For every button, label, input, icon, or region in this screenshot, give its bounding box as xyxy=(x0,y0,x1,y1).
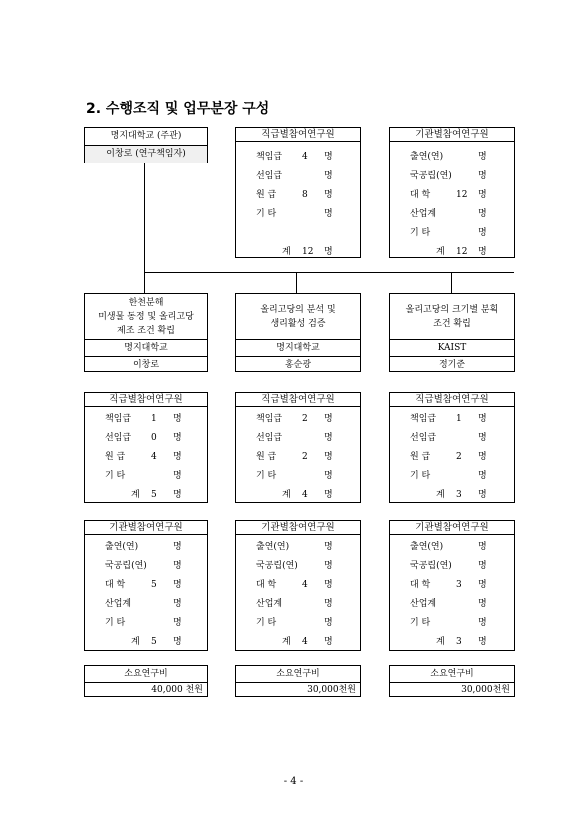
task-description xyxy=(390,294,514,340)
count-number: 1 xyxy=(151,414,157,424)
connector-vertical-2 xyxy=(296,272,297,293)
count-label: 선임급 xyxy=(105,433,132,443)
count-row xyxy=(390,595,514,614)
count-label: 선임급 xyxy=(256,171,283,181)
count-unit: 명 xyxy=(478,542,487,552)
count-number: 2 xyxy=(456,452,462,462)
task-person: 홍순광 xyxy=(284,360,312,370)
count-unit: 명 xyxy=(173,599,182,609)
count-unit: 명 xyxy=(324,618,333,628)
count-unit: 명 xyxy=(324,190,333,200)
cost-box xyxy=(235,665,361,697)
count-row xyxy=(236,467,360,486)
count-unit: 명 xyxy=(173,618,182,628)
count-row xyxy=(390,538,514,557)
count-row xyxy=(236,486,360,505)
task-org: 명지대학교 xyxy=(236,340,360,357)
count-unit: 명 xyxy=(478,152,487,162)
count-row xyxy=(390,633,514,652)
count-unit: 명 xyxy=(173,433,182,443)
count-row xyxy=(236,167,360,186)
task-box xyxy=(235,293,361,372)
grade-box xyxy=(235,392,361,503)
count-number: 4 xyxy=(302,490,308,500)
main-org-name: 명지대학교 (주관) xyxy=(85,128,207,146)
count-row xyxy=(85,486,207,505)
inst-header: 기관별참여연구원 xyxy=(236,521,360,535)
count-row xyxy=(236,148,360,167)
count-row xyxy=(390,224,514,243)
count-row xyxy=(390,167,514,186)
page-number: - 4 - xyxy=(283,776,304,787)
count-row xyxy=(390,410,514,429)
count-unit: 명 xyxy=(324,637,333,647)
count-label: 계 xyxy=(282,490,291,500)
inst-rows xyxy=(390,535,514,652)
count-unit: 명 xyxy=(478,561,487,571)
task-description xyxy=(85,294,207,340)
inst-rows xyxy=(236,535,360,652)
cost-value: 30,000천원 xyxy=(461,685,510,695)
task-line: 올리고당의 분석 및 xyxy=(260,304,336,315)
count-row xyxy=(236,538,360,557)
task-person: 정기준 xyxy=(438,360,466,370)
count-label: 책임급 xyxy=(105,414,132,424)
count-label: 대 학 xyxy=(410,190,431,200)
task-box xyxy=(389,293,515,372)
task-org: 명지대학교 xyxy=(85,340,207,357)
count-row xyxy=(85,595,207,614)
count-number: 2 xyxy=(302,452,308,462)
count-label: 원 급 xyxy=(410,452,431,462)
count-row xyxy=(236,243,360,262)
count-label: 기 타 xyxy=(105,471,126,481)
count-label: 기 타 xyxy=(256,209,277,219)
count-label: 기 타 xyxy=(105,618,126,628)
count-label: 산업계 xyxy=(410,209,437,219)
count-row xyxy=(390,486,514,505)
count-label: 대 학 xyxy=(256,580,277,590)
task-line: 조건 확립 xyxy=(433,318,471,329)
count-unit: 명 xyxy=(173,452,182,462)
total-inst-box xyxy=(389,127,515,258)
count-label: 책임급 xyxy=(256,152,283,162)
count-number: 5 xyxy=(151,580,157,590)
task-person: 이창로 xyxy=(132,360,160,370)
count-label: 계 xyxy=(436,490,445,500)
cost-label: 소요연구비 xyxy=(85,666,207,683)
count-label: 선임급 xyxy=(410,433,437,443)
connector-vertical-3 xyxy=(451,272,452,293)
count-unit: 명 xyxy=(478,209,487,219)
count-row xyxy=(236,410,360,429)
task-box xyxy=(84,293,208,372)
count-row xyxy=(236,205,360,224)
count-unit: 명 xyxy=(324,152,333,162)
connector-horizontal xyxy=(144,272,514,273)
count-row xyxy=(236,633,360,652)
total-grade-rows xyxy=(236,142,360,262)
count-label: 산업계 xyxy=(256,599,283,609)
count-unit: 명 xyxy=(478,414,487,424)
inst-box xyxy=(235,520,361,651)
count-number: 8 xyxy=(302,190,308,200)
count-unit: 명 xyxy=(478,190,487,200)
count-unit: 명 xyxy=(173,542,182,552)
count-label: 책임급 xyxy=(410,414,437,424)
count-row xyxy=(390,243,514,262)
count-unit: 명 xyxy=(173,471,182,481)
count-unit: 명 xyxy=(324,452,333,462)
main-org-leader: 이창로 (연구책임자) xyxy=(85,146,207,163)
count-label: 기 타 xyxy=(256,471,277,481)
count-label: 대 학 xyxy=(105,580,126,590)
count-number: 12 xyxy=(302,247,314,257)
count-unit: 명 xyxy=(478,599,487,609)
count-unit: 명 xyxy=(324,599,333,609)
count-number: 4 xyxy=(302,637,308,647)
count-label: 선임급 xyxy=(256,433,283,443)
total-inst-header: 기관별참여연구원 xyxy=(390,128,514,142)
count-number: 12 xyxy=(456,247,468,257)
grade-rows xyxy=(236,407,360,505)
connector-vertical-main xyxy=(144,163,145,293)
cost-value: 40,000 천원 xyxy=(151,685,203,695)
count-number: 3 xyxy=(456,490,462,500)
count-unit: 명 xyxy=(173,561,182,571)
grade-box xyxy=(389,392,515,503)
count-label: 원 급 xyxy=(256,452,277,462)
count-label: 기 타 xyxy=(410,618,431,628)
count-unit: 명 xyxy=(478,618,487,628)
count-unit: 명 xyxy=(478,580,487,590)
count-row xyxy=(236,448,360,467)
count-row xyxy=(236,614,360,633)
count-row xyxy=(85,448,207,467)
count-label: 산업계 xyxy=(105,599,132,609)
count-number: 3 xyxy=(456,637,462,647)
count-row xyxy=(390,148,514,167)
count-unit: 명 xyxy=(478,471,487,481)
inst-box xyxy=(389,520,515,651)
count-unit: 명 xyxy=(478,171,487,181)
count-label: 출연(연) xyxy=(410,152,444,162)
count-unit: 명 xyxy=(478,490,487,500)
count-label: 출연(연) xyxy=(256,542,290,552)
task-line: 올리고당의 크기별 분획 xyxy=(405,304,499,315)
count-label: 출연(연) xyxy=(410,542,444,552)
cost-box xyxy=(389,665,515,697)
count-number: 4 xyxy=(151,452,157,462)
count-row xyxy=(390,205,514,224)
count-unit: 명 xyxy=(478,433,487,443)
cost-box xyxy=(84,665,208,697)
count-number: 5 xyxy=(151,637,157,647)
count-unit: 명 xyxy=(324,414,333,424)
count-row xyxy=(390,614,514,633)
count-row xyxy=(85,633,207,652)
count-row xyxy=(85,538,207,557)
count-number: 3 xyxy=(456,580,462,590)
count-row xyxy=(236,429,360,448)
count-row xyxy=(85,557,207,576)
section-title: 2. 수행조직 및 업무분장 구성 xyxy=(86,101,270,117)
count-row xyxy=(390,186,514,205)
count-number: 1 xyxy=(456,414,462,424)
task-line: 생리활성 검증 xyxy=(270,318,326,329)
task-description xyxy=(236,294,360,340)
total-grade-header: 직급별참여연구원 xyxy=(236,128,360,142)
count-row xyxy=(236,576,360,595)
count-row xyxy=(390,429,514,448)
count-unit: 명 xyxy=(324,490,333,500)
task-line: 제조 조건 확립 xyxy=(117,325,175,336)
count-unit: 명 xyxy=(324,433,333,443)
count-label: 산업계 xyxy=(410,599,437,609)
count-unit: 명 xyxy=(173,580,182,590)
count-unit: 명 xyxy=(173,490,182,500)
total-grade-box xyxy=(235,127,361,258)
count-label: 기 타 xyxy=(410,471,431,481)
count-label: 국공립(연) xyxy=(105,561,147,571)
grade-box xyxy=(84,392,208,503)
inst-rows xyxy=(85,535,207,652)
count-label: 원 급 xyxy=(256,190,277,200)
cost-label: 소요연구비 xyxy=(236,666,360,683)
count-number: 5 xyxy=(151,490,157,500)
count-row xyxy=(236,595,360,614)
task-org: KAIST xyxy=(390,340,514,357)
count-label: 계 xyxy=(282,247,291,257)
count-unit: 명 xyxy=(324,247,333,257)
count-unit: 명 xyxy=(478,228,487,238)
cost-value: 30,000천원 xyxy=(307,685,356,695)
inst-box xyxy=(84,520,208,651)
count-label: 기 타 xyxy=(410,228,431,238)
task-line: 미생물 동정 및 올리고당 xyxy=(98,311,194,322)
count-unit: 명 xyxy=(324,542,333,552)
count-row xyxy=(236,224,360,243)
grade-header: 직급별참여연구원 xyxy=(236,393,360,407)
grade-header: 직급별참여연구원 xyxy=(390,393,514,407)
count-number: 4 xyxy=(302,580,308,590)
count-unit: 명 xyxy=(324,209,333,219)
count-label: 국공립(연) xyxy=(410,171,452,181)
count-unit: 명 xyxy=(324,561,333,571)
count-unit: 명 xyxy=(324,580,333,590)
count-row xyxy=(85,467,207,486)
count-number: 4 xyxy=(302,152,308,162)
count-row xyxy=(85,576,207,595)
count-label: 계 xyxy=(436,637,445,647)
total-inst-rows xyxy=(390,142,514,262)
count-row xyxy=(390,467,514,486)
grade-rows xyxy=(85,407,207,505)
count-number: 0 xyxy=(151,433,157,443)
count-row xyxy=(390,576,514,595)
count-row xyxy=(390,448,514,467)
count-label: 원 급 xyxy=(105,452,126,462)
count-unit: 명 xyxy=(173,637,182,647)
count-row xyxy=(236,186,360,205)
count-unit: 명 xyxy=(324,171,333,181)
count-label: 계 xyxy=(131,637,140,647)
inst-header: 기관별참여연구원 xyxy=(390,521,514,535)
count-label: 대 학 xyxy=(410,580,431,590)
count-label: 계 xyxy=(282,637,291,647)
count-unit: 명 xyxy=(173,414,182,424)
count-number: 12 xyxy=(456,190,468,200)
count-unit: 명 xyxy=(478,247,487,257)
count-row xyxy=(85,429,207,448)
count-unit: 명 xyxy=(478,637,487,647)
count-label: 국공립(연) xyxy=(410,561,452,571)
count-label: 국공립(연) xyxy=(256,561,298,571)
count-number: 2 xyxy=(302,414,308,424)
count-label: 출연(연) xyxy=(105,542,139,552)
count-row xyxy=(390,557,514,576)
count-label: 기 타 xyxy=(256,618,277,628)
cost-label: 소요연구비 xyxy=(390,666,514,683)
count-unit: 명 xyxy=(478,452,487,462)
count-label: 계 xyxy=(436,247,445,257)
count-label: 계 xyxy=(131,490,140,500)
task-line: 한천분해 xyxy=(128,297,164,308)
inst-header: 기관별참여연구원 xyxy=(85,521,207,535)
main-org-box xyxy=(84,127,208,163)
grade-header: 직급별참여연구원 xyxy=(85,393,207,407)
grade-rows xyxy=(390,407,514,505)
count-row xyxy=(236,557,360,576)
count-row xyxy=(85,410,207,429)
count-label: 책임급 xyxy=(256,414,283,424)
count-row xyxy=(85,614,207,633)
count-unit: 명 xyxy=(324,471,333,481)
